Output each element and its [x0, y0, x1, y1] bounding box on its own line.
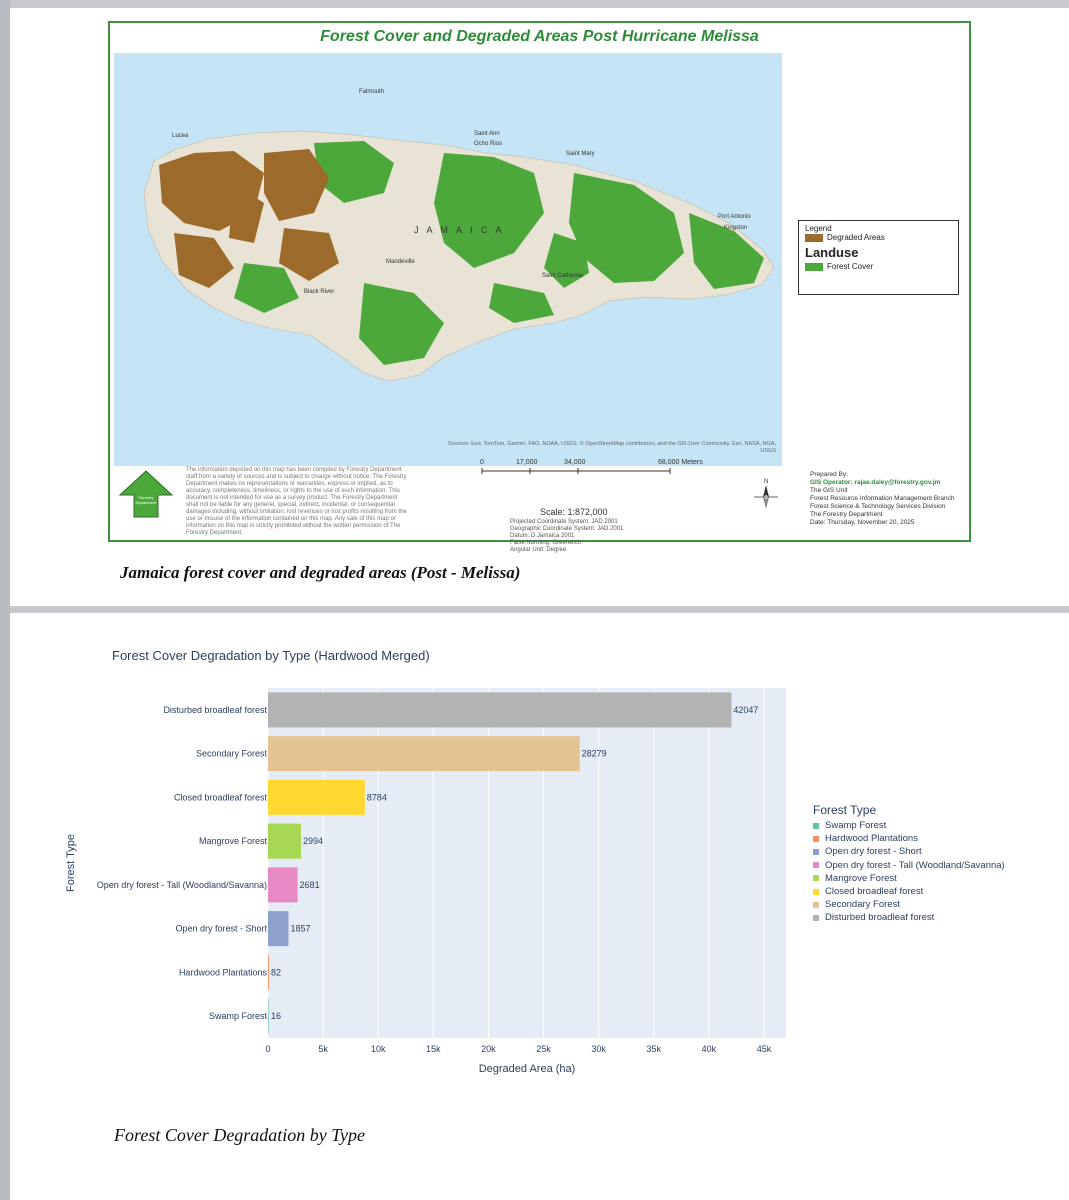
north-label: N [764, 479, 769, 485]
x-tick-label: 35k [646, 1044, 662, 1054]
credits-line: Forest Resource Information Management Branch [810, 495, 955, 502]
legend-degraded [805, 233, 952, 242]
legend-swatch [813, 862, 819, 868]
x-tick-label: 20k [481, 1044, 496, 1054]
projection-line: Angular Unit: Degree [510, 547, 567, 553]
credits-line: Date: Thursday, November 20, 2025 [810, 519, 915, 526]
bar[interactable] [268, 736, 580, 771]
category-label: Swamp Forest [208, 1011, 267, 1022]
bar[interactable] [268, 692, 731, 727]
scale-tick-label: 68,000 Meters [658, 459, 703, 466]
legend-item[interactable] [813, 872, 1005, 885]
projection-line: Geographic Coordinate System: JAD 2001 [510, 526, 624, 532]
place-label: Saint Mary [566, 151, 595, 157]
bar-value-label: 2681 [299, 879, 320, 890]
place-label: Kingston [724, 225, 748, 231]
legend-label: Closed broadleaf forest [825, 886, 924, 898]
category-label: Open dry forest - Tall (Woodland/Savanna) [96, 879, 267, 890]
x-tick-label: 5k [318, 1044, 328, 1054]
projection-line: False Northing: Greenwich [510, 540, 582, 546]
country-label: J A M A I C A [414, 225, 505, 235]
place-label: Port Antonio [718, 214, 751, 220]
place-label: Saint Ann [474, 131, 500, 137]
bar[interactable] [268, 911, 288, 946]
legend-forest [805, 262, 952, 271]
page-left-border [0, 0, 10, 1200]
map-caption: Jamaica forest cover and degraded areas (Post - Melissa) [120, 563, 521, 582]
bar[interactable] [268, 824, 301, 859]
chart-caption: Forest Cover Degradation by Type [114, 1125, 365, 1145]
x-tick-label: 25k [536, 1044, 551, 1054]
legend-landuse: Landuse [805, 245, 859, 260]
category-label: Mangrove Forest [198, 836, 267, 847]
x-tick-label: 15k [426, 1044, 441, 1054]
legend-item[interactable] [813, 819, 1005, 832]
legend-degraded-label: Degraded Areas [827, 233, 885, 242]
map-sources: Sources: Esri, TomTom, Garmin, FAO, NOAA, USGS, © OpenStreetMap contributors, and the GIS User Community. Esri, NASA, NGA, USGS [447, 441, 776, 454]
place-label: Ocho Rios [474, 141, 503, 147]
legend-label: Open dry forest - Short [825, 846, 922, 858]
legend-forest-label: Forest Cover [827, 262, 874, 271]
place-label: Saint Catherine [542, 273, 584, 279]
map-footer [110, 455, 969, 553]
forestry-logo [118, 469, 174, 519]
credits-line: The Forestry Department [810, 511, 883, 518]
bar[interactable] [268, 867, 298, 902]
x-tick-label: 30k [591, 1044, 606, 1054]
legend-label: Secondary Forest [825, 899, 900, 911]
place-label: Mandeville [386, 259, 415, 265]
bar-chart [60, 680, 790, 1075]
bar[interactable] [268, 955, 269, 990]
bar-value-label: 2994 [302, 836, 324, 847]
logo-text: Forestry Department [135, 495, 157, 505]
legend-item[interactable] [813, 911, 1005, 924]
bar-value-label: 42047 [733, 704, 759, 715]
bar-value-label: 28279 [581, 748, 607, 759]
credits-line: The GIS Unit [810, 487, 848, 494]
credits-heading: Prepared By: [810, 471, 848, 478]
bar-value-label: 82 [271, 967, 282, 978]
y-axis-title: Forest Type [65, 834, 77, 892]
jamaica-map [114, 53, 782, 466]
degraded-swatch [805, 234, 823, 242]
legend-title: Forest Type [813, 803, 877, 817]
place-label: Black River [304, 289, 335, 295]
legend-label: Disturbed broadleaf forest [825, 912, 935, 924]
scale-bar [478, 455, 718, 515]
map-credits [810, 471, 970, 527]
map-scale-text: Scale: 1:872,000 [540, 507, 608, 517]
legend-swatch [813, 849, 819, 855]
legend-swatch [813, 915, 819, 921]
x-tick-label: 0 [265, 1044, 271, 1054]
legend-swatch [813, 823, 819, 829]
legend-item[interactable] [813, 885, 1005, 898]
bar-value-label: 1857 [290, 923, 311, 934]
x-axis-title: Degraded Area (ha) [478, 1063, 576, 1075]
legend-item[interactable] [813, 898, 1005, 911]
projection-line: Datum: D Jamaica 2001 [510, 533, 575, 539]
legend-label: Open dry forest - Tall (Woodland/Savanna) [825, 859, 1005, 871]
x-tick-label: 40k [701, 1044, 717, 1054]
page-top-divider [10, 0, 1069, 8]
x-tick-label: 10k [370, 1044, 386, 1054]
map-figure [108, 21, 971, 553]
north-arrow-icon [750, 475, 786, 515]
category-label: Closed broadleaf forest [173, 792, 267, 803]
legend-item[interactable] [813, 845, 1005, 858]
legend-swatch [813, 875, 819, 881]
credits-line: Forest Science & Technology Services Division [810, 503, 946, 510]
scale-tick-label: 17,000 [516, 459, 538, 466]
category-label: Hardwood Plantations [178, 967, 267, 978]
bar[interactable] [268, 780, 365, 815]
map-disclaimer: The information depicted on this map has been compiled by Forestry Department staff from a variety of sources and is subject to change without notice. The Forestry Department makes no representations or warranties, express or implied, as to accuracy, completeness, timeliness, or rights to the use of such information. This document is not intended for use as a survey product. The Forestry Department shall not be liable for any general, special, indirect, incidental, or consequential damages including, without limitation, lost revenues or lost profits resulting from the use or misuse of the information contained on this map. Any sale of this map or information on this map is strictly prohibited without the written permission of The Forestry Department. [186, 467, 407, 536]
place-label: Falmouth [359, 89, 385, 95]
chart-legend [813, 803, 1005, 925]
legend-heading: Legend [805, 224, 832, 233]
place-label: Lucea [172, 133, 189, 139]
legend-label: Hardwood Plantations [825, 833, 918, 845]
forest-swatch [805, 263, 823, 271]
legend-label: Mangrove Forest [825, 872, 897, 884]
legend-item[interactable] [813, 859, 1005, 872]
legend-item[interactable] [813, 832, 1005, 845]
legend-label: Swamp Forest [825, 820, 887, 832]
legend-swatch [813, 889, 819, 895]
legend-swatch [813, 902, 819, 908]
bar-value-label: 8784 [366, 792, 387, 803]
category-label: Disturbed broadleaf forest [163, 704, 267, 715]
bar[interactable] [268, 999, 269, 1034]
scale-tick-label: 0 [480, 459, 484, 466]
chart-title: Forest Cover Degradation by Type (Hardwood Merged) [112, 648, 430, 663]
map-title: Forest Cover and Degraded Areas Post Hurricane Melissa [320, 28, 759, 45]
bar-value-label: 16 [271, 1011, 282, 1022]
legend-swatch [813, 836, 819, 842]
category-label: Open dry forest - Short [175, 923, 267, 934]
map-legend [798, 220, 959, 295]
credits-operator: GIS Operator: rajae.daley@forestry.gov.jm [810, 479, 941, 486]
map-projection [510, 519, 630, 554]
scale-tick-label: 34,000 [564, 459, 586, 466]
projection-line: Projected Coordinate System: JAD 2001 [510, 519, 618, 525]
category-label: Secondary Forest [195, 748, 267, 759]
section-divider [10, 606, 1069, 613]
x-tick-label: 45k [756, 1044, 772, 1054]
